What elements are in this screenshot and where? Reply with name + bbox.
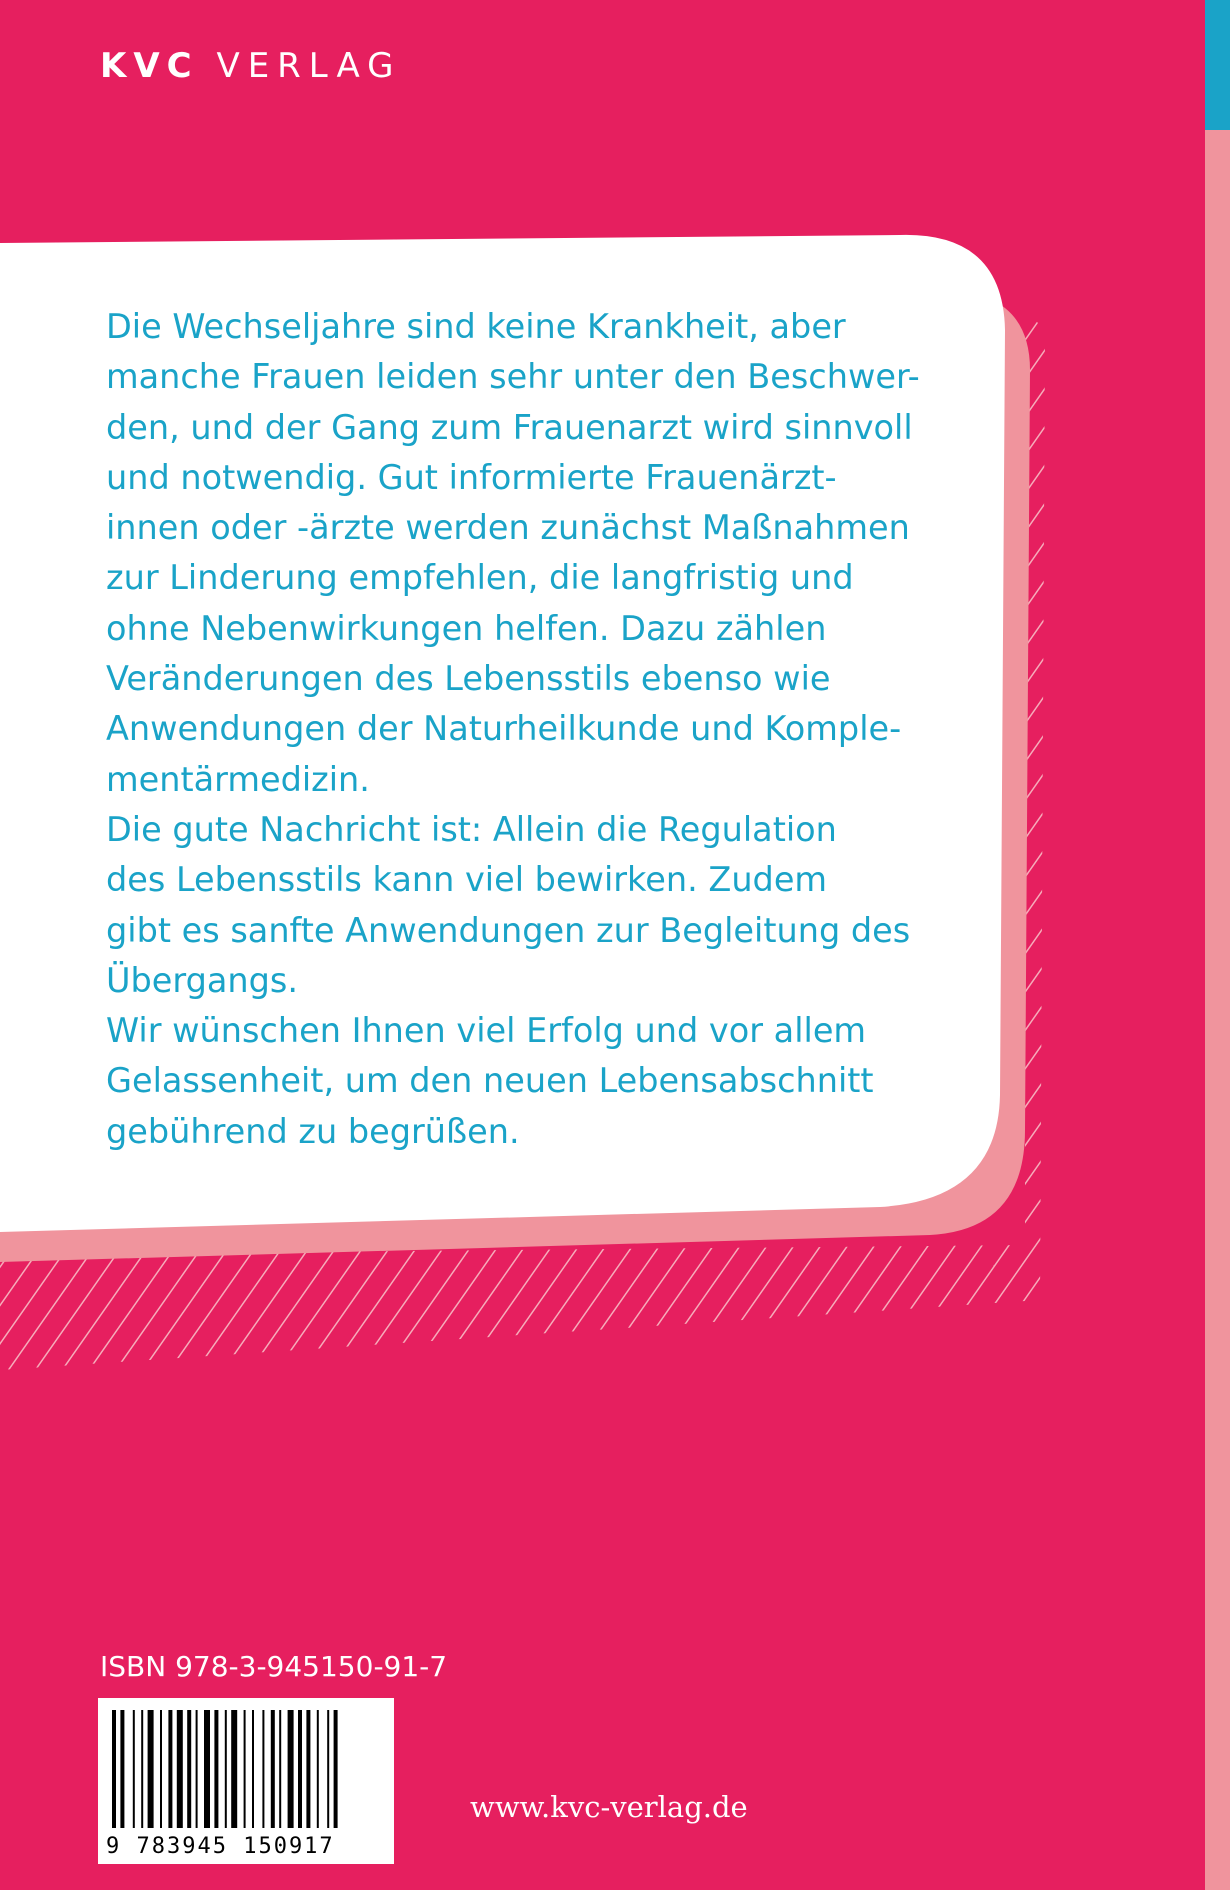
logo-suffix: VERLAG	[216, 46, 402, 86]
barcode	[98, 1698, 394, 1864]
website-link[interactable]: www.kvc-verlag.de	[470, 1790, 748, 1824]
blurb-line: mentärmedizin.	[106, 759, 370, 799]
isbn-text: ISBN 978-3-945150-91-7	[100, 1650, 448, 1683]
blurb-line: und notwendig. Gut informierte Frauenärzt-	[106, 457, 837, 497]
blurb-line: manche Frauen leiden sehr unter den Beschwer-	[106, 357, 920, 397]
blurb-line: Die gute Nachricht ist: Allein die Regulation	[106, 809, 837, 849]
blurb-line: gebührend zu begrüßen.	[106, 1111, 520, 1151]
blurb-line: Veränderungen des Lebensstils ebenso wie	[106, 659, 831, 699]
logo-brand: KVC	[100, 46, 199, 86]
blurb-line: gibt es sanfte Anwendungen zur Begleitung des	[106, 910, 911, 950]
blurb-line: den, und der Gang zum Frauenarzt wird sinnvoll	[106, 407, 913, 447]
blurb-line: Wir wünschen Ihnen viel Erfolg und vor allem	[106, 1011, 867, 1051]
blurb-line: zur Linderung empfehlen, die langfristig und	[106, 558, 854, 598]
blurb-line: Gelassenheit, um den neuen Lebensabschnitt	[106, 1061, 874, 1101]
barcode-bars	[98, 1698, 394, 1838]
blurb-line: Die Wechseljahre sind keine Krankheit, aber	[106, 307, 846, 346]
back-cover-blurb	[106, 302, 1006, 1157]
blurb-line: Übergangs.	[106, 960, 298, 1000]
blurb-line: innen oder -ärzte werden zunächst Maßnahmen	[106, 508, 910, 548]
blurb-line: ohne Nebenwirkungen helfen. Dazu zählen	[106, 608, 827, 648]
blurb-line: Anwendungen der Naturheilkunde und Komple-	[106, 709, 902, 749]
blurb-line: des Lebensstils kann viel bewirken. Zudem	[106, 860, 828, 900]
barcode-digits: 9 783945 150917	[106, 1834, 335, 1859]
